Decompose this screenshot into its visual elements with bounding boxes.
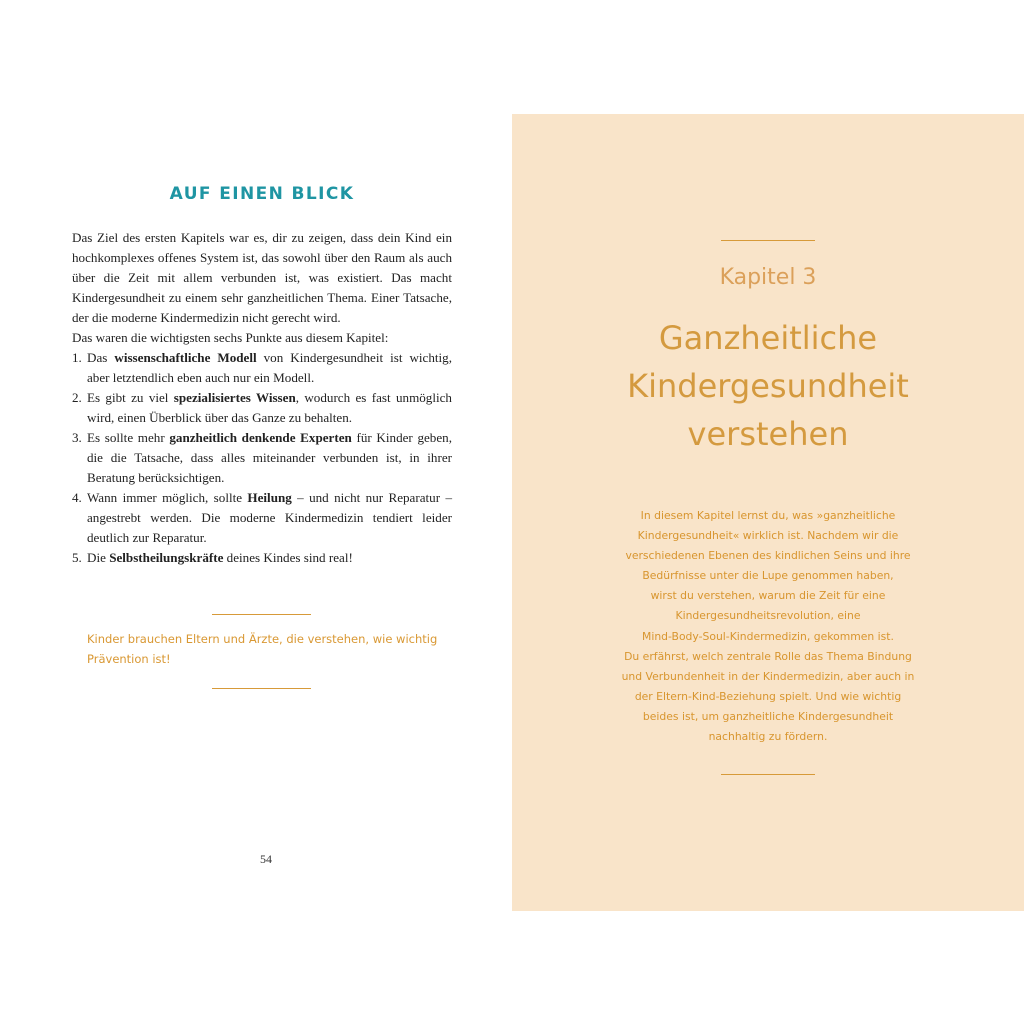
body-text [72,228,452,568]
list-item [72,348,452,388]
item-emphasis: ganzheitlich denkende Experten [169,430,352,445]
list-item [72,548,452,568]
item-text: Wann immer möglich, sollte [87,490,248,505]
intro-line: Kindergesundheit« wirklich ist. Nachdem wir die [637,529,899,543]
quote-bottom-rule [212,688,311,689]
intro-line: Du erfährst, welch zentrale Rolle das Thema Bindung [624,649,912,663]
intro-paragraph: Das Ziel des ersten Kapitels war es, dir zu zeigen, dass dein Kind ein hochkomplexes offenes System ist, das sowohl über den Raum als auch über die Zeit mit allem verbunden ist, was existiert. Das macht Kindergesundheit zu einem sehr ganzheitlichen Thema. Einer Tatsache, der die moderne Kindermedizin nicht gerecht wird. [72,230,452,325]
item-text: Es gibt zu viel [87,390,174,405]
item-number: 5. [72,550,82,565]
intro-line: Bedürfnisse unter die Lupe genommen haben, [642,569,894,583]
intro-line: der Eltern-Kind-Beziehung spielt. Und wie wichtig [634,689,902,703]
item-emphasis: spezialisiertes Wissen [173,390,296,405]
list-item [72,428,452,488]
item-emphasis: Selbstheilungskräfte [109,550,224,565]
section-heading: AUF EINEN BLICK [169,184,355,204]
pull-quote: Kinder brauchen Eltern und Ärzte, die verstehen, wie wichtig Prävention ist! [87,632,438,666]
item-number: 2. [72,390,82,405]
item-emphasis: Heilung [247,490,292,505]
chapter-opener-panel [512,114,1024,911]
intro-line: In diesem Kapitel lernst du, was »ganzheitliche [640,509,896,522]
chapter-title-line: Kindergesundheit [627,367,909,405]
item-text: , wodurch es fast unmöglich wird, einen Überblick über das Ganze zu behalten. [87,390,452,425]
item-text: für Kinder geben, die die Tatsache, dass alles miteinander verbunden ist, in ihrer Beratung berücksichtigen. [87,430,452,485]
item-text: Es sollte mehr [87,430,170,445]
item-number: 1. [72,350,82,365]
list-intro: Das waren die wichtigsten sechs Punkte aus diesem Kapitel: [72,330,389,345]
item-text: – und nicht nur Reparatur – angestrebt werden. Die moderne Kindermedizin tendiert leider deutlich zur Reparatur. [87,490,452,545]
item-text: von Kindergesundheit ist wichtig, aber letztendlich eben auch nur ein Modell. [87,350,452,385]
chapter-intro [512,506,1024,747]
item-text: deines Kindes sind real! [223,550,353,565]
chapter-top-rule [721,240,815,241]
item-text: Die [87,550,110,565]
quote-top-rule [212,614,311,615]
chapter-label: Kapitel 3 [719,265,817,290]
chapter-title-line: Ganzheitliche [658,319,878,357]
item-emphasis: wissenschaftliche Modell [114,350,257,365]
chapter-title [512,314,1024,458]
chapter-bottom-rule [721,774,815,775]
intro-line: wirst du verstehen, warum die Zeit für eine [650,589,886,603]
intro-line: beides ist, um ganzheitliche Kindergesundheit [642,709,894,723]
intro-line: und Verbundenheit in der Kindermedizin, aber auch in [621,669,915,683]
list-item [72,388,452,428]
chapter-title-line: verstehen [687,415,849,453]
item-text: Das [87,350,115,365]
key-points-list [72,348,452,568]
intro-line: nachhaltig zu fördern. [708,730,828,744]
list-item [72,488,452,548]
item-number: 3. [72,430,82,445]
intro-line: verschiedenen Ebenen des kindlichen Seins und ihre [625,549,911,563]
intro-line: Kindergesundheitsrevolution, eine [675,609,861,623]
page-number: 54 [260,852,272,866]
intro-line: Mind-Body-Soul-Kindermedizin, gekommen ist. [642,629,894,643]
item-number: 4. [72,490,82,505]
